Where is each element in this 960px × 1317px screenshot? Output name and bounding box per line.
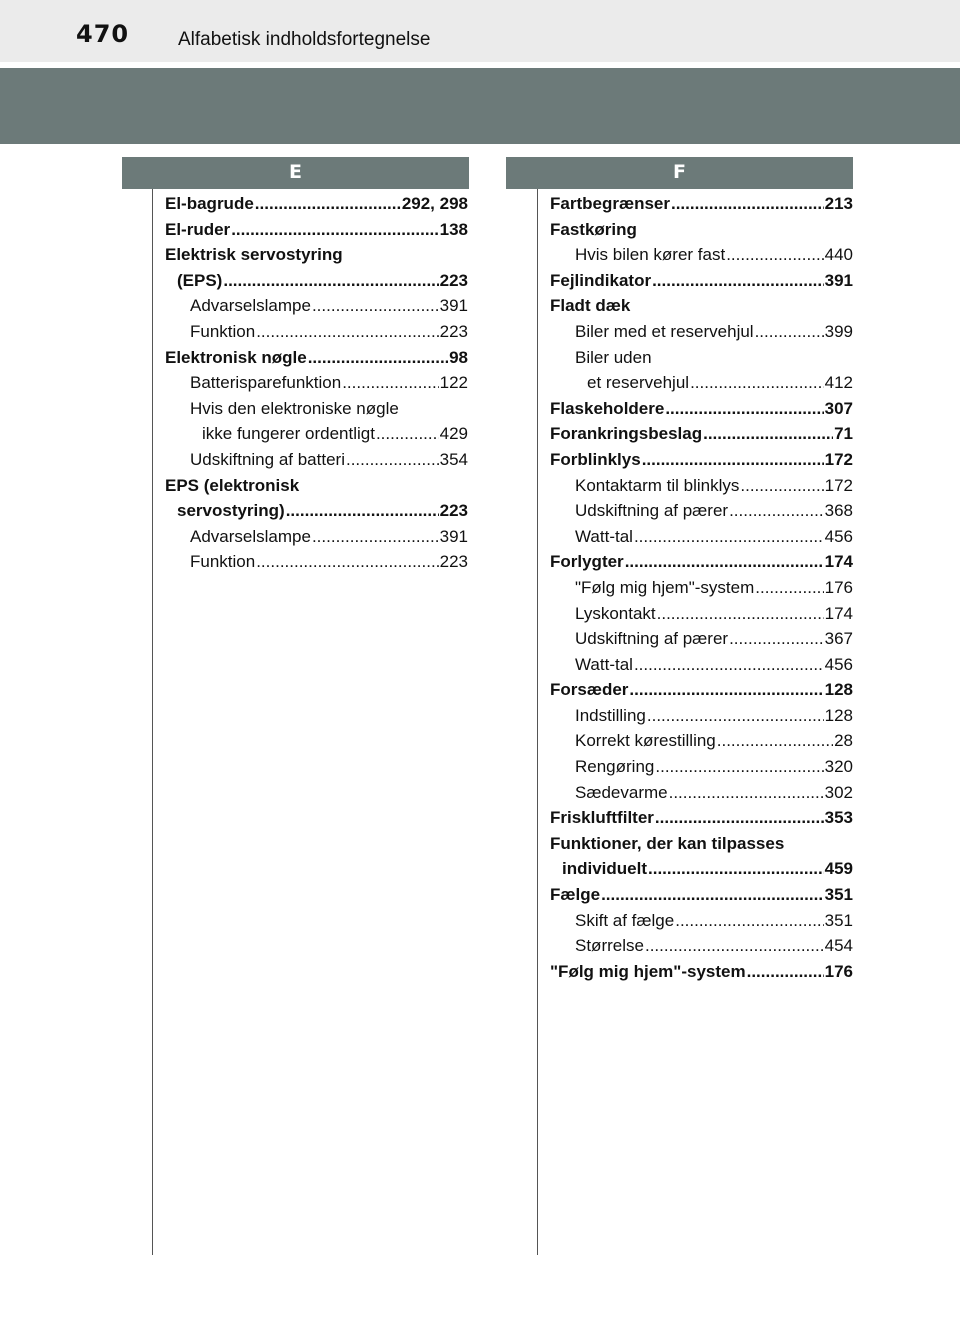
index-entry-page[interactable]: 138 xyxy=(439,219,468,239)
dot-leader xyxy=(747,959,824,985)
index-entry xyxy=(550,293,853,319)
dot-leader xyxy=(717,728,833,754)
index-entry-page[interactable]: 412 xyxy=(824,373,853,393)
dot-leader xyxy=(601,882,824,908)
index-entry xyxy=(165,191,468,217)
dot-leader xyxy=(669,780,824,806)
index-entry xyxy=(165,473,468,499)
dot-leader xyxy=(231,217,438,243)
index-entry xyxy=(550,217,853,243)
dot-leader xyxy=(755,575,823,601)
section-heading-f: F xyxy=(506,157,853,189)
dot-leader xyxy=(642,447,824,473)
index-entry xyxy=(550,805,853,831)
index-entry xyxy=(550,959,853,985)
index-entry-term: servostyring) xyxy=(177,501,285,521)
index-entry-page[interactable]: 320 xyxy=(824,757,853,777)
index-entry xyxy=(550,831,853,857)
index-entry xyxy=(165,524,468,550)
page-header xyxy=(0,0,960,62)
index-entry-page[interactable]: 368 xyxy=(824,501,853,521)
index-entry-page[interactable]: 351 xyxy=(824,885,853,905)
index-entry xyxy=(165,396,468,422)
index-entry-page[interactable]: 351 xyxy=(824,910,853,930)
index-entry-term: Korrekt kørestilling xyxy=(575,731,716,751)
index-entry-page[interactable]: 440 xyxy=(824,245,853,265)
index-entry-page[interactable]: 98 xyxy=(449,347,468,367)
index-entry-page[interactable]: 71 xyxy=(834,424,853,444)
dot-leader xyxy=(308,345,448,371)
index-entry-term: Udskiftning af batteri xyxy=(190,449,345,469)
index-entry-page[interactable]: 213 xyxy=(824,194,853,213)
index-entry-term: Forlygter xyxy=(550,552,624,572)
index-entry xyxy=(165,421,468,447)
index-entry xyxy=(550,626,853,652)
dot-leader xyxy=(647,703,824,729)
header-band xyxy=(0,68,960,144)
index-entry-term: Indstilling xyxy=(575,705,646,725)
dot-leader xyxy=(223,268,438,294)
index-entry xyxy=(550,933,853,959)
index-entry-page[interactable]: 454 xyxy=(824,936,853,956)
index-entry xyxy=(165,549,468,575)
index-entry xyxy=(550,703,853,729)
index-entry xyxy=(550,575,853,601)
index-entry xyxy=(550,421,853,447)
index-entry-page[interactable]: 223 xyxy=(439,552,468,572)
index-entry-term: Forblinklys xyxy=(550,449,641,469)
index-entry-term: Friskluftfilter xyxy=(550,808,654,828)
index-entry xyxy=(550,728,853,754)
dot-leader xyxy=(726,242,823,268)
dot-leader xyxy=(665,396,823,422)
index-entry xyxy=(550,191,853,217)
index-entry-term: Advarselslampe xyxy=(190,526,311,546)
dot-leader xyxy=(376,421,439,447)
dot-leader xyxy=(286,498,439,524)
index-entry-term: Størrelse xyxy=(575,936,644,956)
dot-leader xyxy=(629,677,823,703)
index-entry xyxy=(165,345,468,371)
index-entry xyxy=(165,370,468,396)
dot-leader xyxy=(648,856,824,882)
dot-leader xyxy=(675,908,823,934)
index-column-e xyxy=(165,191,468,575)
index-entry-page[interactable]: 353 xyxy=(824,808,853,828)
index-entry-term: Hvis bilen kører fast xyxy=(575,245,726,265)
index-entry-page[interactable]: 176 xyxy=(824,577,853,597)
dot-leader xyxy=(740,473,823,499)
dot-leader xyxy=(645,933,824,959)
index-entry xyxy=(165,293,468,319)
index-entry-page[interactable]: 172 xyxy=(824,449,853,469)
index-entry xyxy=(550,601,853,627)
index-entry-page[interactable]: 456 xyxy=(824,526,853,546)
index-entry-page[interactable]: 391 xyxy=(439,296,468,316)
index-entry xyxy=(165,447,468,473)
dot-leader xyxy=(256,549,438,575)
index-entry xyxy=(165,319,468,345)
section-heading-e: E xyxy=(122,157,469,189)
index-entry-term: ikke fungerer ordentligt xyxy=(202,424,375,444)
dot-leader xyxy=(312,524,439,550)
dot-leader xyxy=(312,293,439,319)
index-entry-term: Lyskontakt xyxy=(575,603,656,623)
dot-leader xyxy=(346,447,439,473)
page-number: 470 xyxy=(76,20,130,48)
index-entry-page[interactable]: 391 xyxy=(439,526,468,546)
index-entry xyxy=(165,217,468,243)
dot-leader xyxy=(652,268,824,294)
index-column-f xyxy=(550,191,853,984)
index-entry-term: Watt-tal xyxy=(575,526,633,546)
index-entry-page[interactable]: 122 xyxy=(439,373,468,393)
column-divider-f xyxy=(537,189,538,1255)
index-entry-term: El-ruder xyxy=(165,219,231,239)
index-entry-term: Fartbegrænser xyxy=(550,194,670,213)
index-entry-term: Biler med et reservehjul xyxy=(575,321,754,341)
index-entry-term: Watt-tal xyxy=(575,654,633,674)
page-title: Alfabetisk indholdsfortegnelse xyxy=(178,29,431,50)
index-entry-term: individuelt xyxy=(562,859,647,879)
index-entry xyxy=(550,396,853,422)
index-entry-page[interactable]: 223 xyxy=(439,321,468,341)
index-entry-page[interactable]: 174 xyxy=(824,603,853,623)
index-entry xyxy=(550,345,853,371)
index-entry-term: El-bagrude xyxy=(165,194,254,213)
dot-leader xyxy=(255,191,401,217)
index-entry-term: Funktion xyxy=(190,552,256,572)
index-entry-term: Fastkøring xyxy=(550,219,637,239)
dot-leader xyxy=(655,805,824,831)
dot-leader xyxy=(671,191,824,217)
dot-leader xyxy=(657,601,824,627)
index-entry-term: Fælge xyxy=(550,885,601,905)
dot-leader xyxy=(625,549,824,575)
index-entry-page[interactable]: 459 xyxy=(824,859,853,879)
index-entry-page[interactable]: 302 xyxy=(824,782,853,802)
dot-leader xyxy=(729,626,824,652)
column-divider-e xyxy=(152,189,153,1255)
index-entry-term: Flaskeholdere xyxy=(550,398,665,418)
dot-leader xyxy=(703,421,833,447)
index-entry xyxy=(550,882,853,908)
index-entry-term: EPS (elektronisk xyxy=(165,475,300,495)
index-entry-term: et reservehjul xyxy=(587,373,690,393)
index-entry xyxy=(550,524,853,550)
index-entry-page[interactable]: 292, 298 xyxy=(401,194,468,213)
index-entry xyxy=(550,754,853,780)
index-entry-page[interactable]: 176 xyxy=(824,961,853,981)
index-entry xyxy=(550,652,853,678)
dot-leader xyxy=(634,524,824,550)
index-entry xyxy=(550,856,853,882)
index-entry-page[interactable]: 456 xyxy=(824,654,853,674)
index-entry-term: Fejlindikator xyxy=(550,270,652,290)
dot-leader xyxy=(729,498,824,524)
dot-leader xyxy=(256,319,438,345)
index-entry-term: Forsæder xyxy=(550,680,629,700)
index-entry-term: Elektronisk nøgle xyxy=(165,347,307,367)
index-entry xyxy=(550,498,853,524)
index-entry-page[interactable]: 399 xyxy=(824,321,853,341)
index-entry-page[interactable]: 429 xyxy=(439,424,468,444)
index-entry-term: (EPS) xyxy=(177,270,223,290)
index-entry-page[interactable]: 354 xyxy=(439,449,468,469)
index-entry xyxy=(550,677,853,703)
index-entry-term: Fladt dæk xyxy=(550,296,631,316)
index-entry-term: Advarselslampe xyxy=(190,296,311,316)
index-entry-page[interactable]: 174 xyxy=(824,552,853,572)
index-entry-term: Funktion xyxy=(190,321,256,341)
dot-leader xyxy=(342,370,438,396)
index-entry-page[interactable]: 391 xyxy=(824,270,853,290)
index-entry-term: "Følg mig hjem"-system xyxy=(550,961,746,981)
index-entry-term: Kontaktarm til blinklys xyxy=(575,475,740,495)
index-entry xyxy=(165,242,468,268)
index-entry xyxy=(550,268,853,294)
index-entry xyxy=(165,268,468,294)
index-entry xyxy=(550,319,853,345)
index-entry-term: Forankringsbeslag xyxy=(550,424,703,444)
index-entry-term: Funktioner, der kan tilpasses xyxy=(550,833,785,853)
index-entry xyxy=(550,370,853,396)
index-entry-page[interactable]: 223 xyxy=(439,270,468,290)
index-entry-term: Batterisparefunktion xyxy=(190,373,342,393)
index-entry-term: Skift af fælge xyxy=(575,910,675,930)
index-entry-page[interactable]: 128 xyxy=(824,680,853,700)
dot-leader xyxy=(634,652,824,678)
index-entry-page[interactable]: 28 xyxy=(834,731,853,751)
index-entry-page[interactable]: 307 xyxy=(824,398,853,418)
index-entry-term: Hvis den elektroniske nøgle xyxy=(190,398,399,418)
index-entry-term: Elektrisk servostyring xyxy=(165,245,343,265)
dot-leader xyxy=(755,319,824,345)
index-entry xyxy=(550,780,853,806)
dot-leader xyxy=(655,754,823,780)
index-entry-term: Biler uden xyxy=(575,347,652,367)
index-entry-page[interactable]: 367 xyxy=(824,629,853,649)
index-entry-term: Rengøring xyxy=(575,757,655,777)
dot-leader xyxy=(690,370,824,396)
index-entry xyxy=(550,447,853,473)
index-entry-term: Udskiftning af pærer xyxy=(575,501,729,521)
index-entry-term: Udskiftning af pærer xyxy=(575,629,729,649)
index-entry-page[interactable]: 128 xyxy=(824,705,853,725)
index-entry-page[interactable]: 223 xyxy=(439,501,468,521)
index-entry-page[interactable]: 172 xyxy=(824,475,853,495)
index-entry xyxy=(165,498,468,524)
index-entry xyxy=(550,908,853,934)
index-entry-term: "Følg mig hjem"-system xyxy=(575,577,755,597)
index-entry xyxy=(550,473,853,499)
index-entry xyxy=(550,549,853,575)
index-entry xyxy=(550,242,853,268)
index-entry-term: Sædevarme xyxy=(575,782,668,802)
